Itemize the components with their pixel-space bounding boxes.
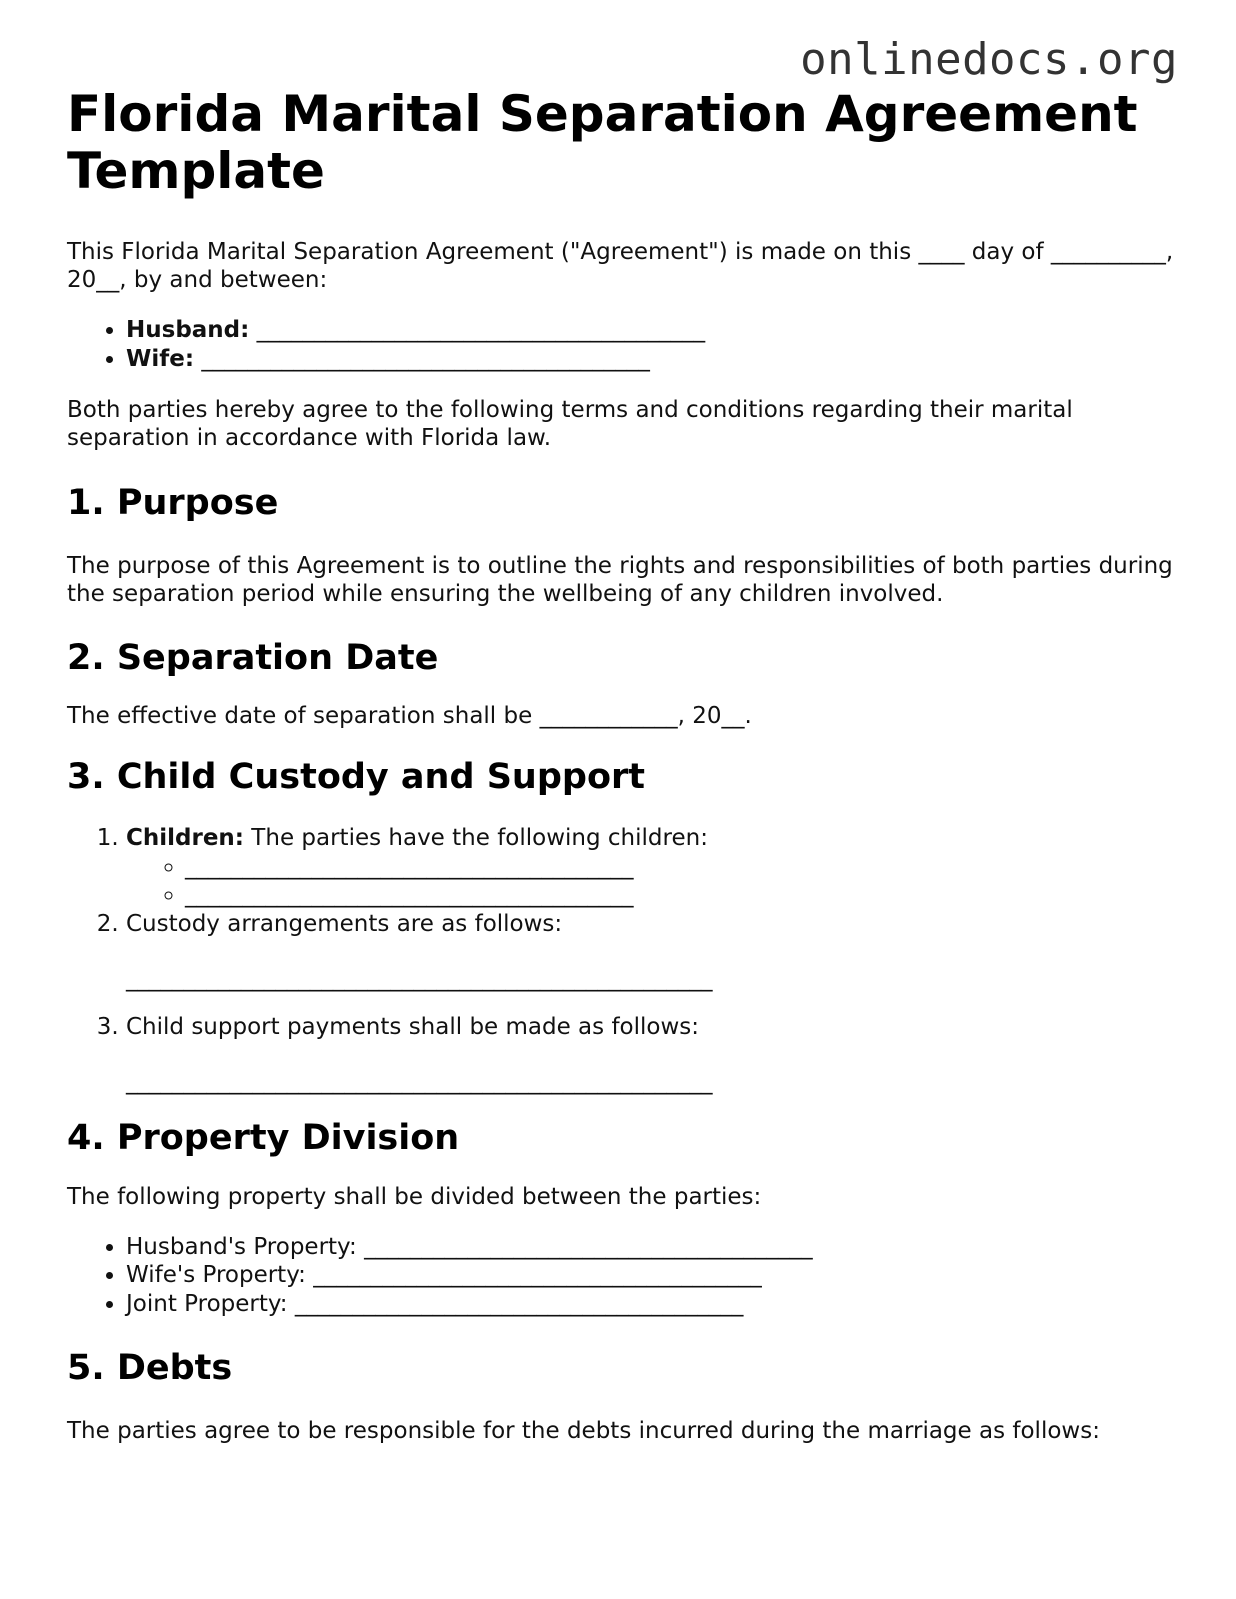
custody-list [67,824,1177,1097]
child-blank: ◦ _______________________________________ [185,881,1177,910]
property-paragraph: The following property shall be divided between the parties: [67,1183,762,1210]
custody-arrangements-blank: ___________________________________________________ [126,966,713,992]
property-label: Joint Property: [126,1290,288,1317]
custody-item-arrangements [126,910,1177,994]
intro-paragraph: This Florida Marital Separation Agreement ("Agreement") is made on this ____ day of __________, 20__, by and between: [67,239,1174,293]
document-title: Florida Marital Separation Agreement Template [67,85,1138,200]
property-item-wife [126,1261,1177,1290]
party-wife-label: Wife: [126,345,195,372]
property-label: Husband's Property: [126,1233,357,1260]
property-label: Wife's Property: [126,1262,306,1288]
custody-arrangements-text: Custody arrangements are as follows: [126,910,563,937]
party-husband-blank: _______________________________________ [256,317,706,343]
property-blank: _______________________________________ [313,1262,762,1288]
child-support-text: Child support payments shall be made as follows: [126,1013,700,1040]
property-list [67,1233,1177,1319]
parties-list [67,316,1177,373]
separation-date-paragraph: The effective date of separation shall be ____________, 20__. [67,703,752,729]
watermark: onlinedocs.org [800,34,1178,85]
property-blank: _______________________________________ [294,1290,744,1317]
property-blank: _______________________________________ [364,1233,813,1260]
property-item-joint [126,1290,1177,1319]
section-heading-property: 4. Property Division [67,1117,460,1158]
agreement-paragraph: Both parties hereby agree to the following terms and conditions regarding their marital separation in accordance with Florida law. [67,397,1073,451]
debts-paragraph: The parties agree to be responsible for the debts incurred during the marriage as follows: [67,1418,1100,1444]
party-wife [126,345,1177,374]
children-blanks-list [126,853,1177,910]
custody-item-support [126,1013,1177,1097]
section-heading-separation-date: 2. Separation Date [67,638,439,678]
section-heading-purpose: 1. Purpose [67,483,279,523]
child-support-blank: ___________________________________________________ [126,1069,713,1095]
children-label: Children: [126,825,244,851]
section-heading-custody: 3. Child Custody and Support [67,757,645,797]
party-husband [126,316,1177,345]
property-item-husband [126,1233,1177,1262]
section-heading-debts: 5. Debts [67,1348,233,1388]
document-body [67,86,1177,1445]
custody-item-children [126,824,1177,910]
purpose-paragraph: The purpose of this Agreement is to outline the rights and responsibilities of both parties during the separation period while ensuring the wellbeing of any children involved. [67,553,1173,607]
child-blank: ◦ _______________________________________ [185,853,1177,882]
party-husband-label: Husband: [126,317,250,343]
party-wife-blank: _______________________________________ [201,345,650,372]
children-text: The parties have the following children: [244,825,708,851]
